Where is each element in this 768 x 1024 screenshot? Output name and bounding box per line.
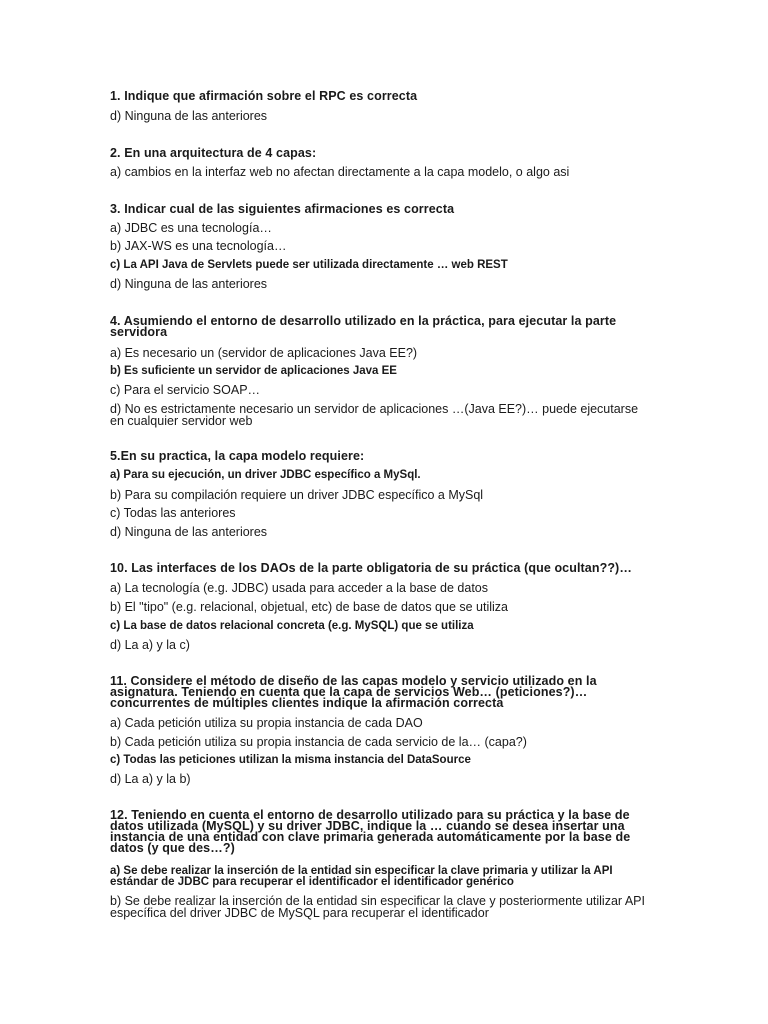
question-11-answer-b: b) Cada petición utiliza su propia instancia de cada servicio de la… (capa?) (110, 735, 527, 749)
question-4-answer-d: d) No es estrictamente necesario un servidor de aplicaciones …(Java EE?)… puede ejecutarse en cualquier servidor web (110, 402, 639, 428)
question-10-answer-b: b) El "tipo" (e.g. relacional, objetual, etc) de base de datos que se utiliza (110, 600, 508, 614)
question-4-answer-a: a) Es necesario un (servidor de aplicaciones Java EE?) (110, 346, 418, 360)
question-2-answer-a: a) cambios en la interfaz web no afectan directamente a la capa modelo, o algo asi (110, 165, 570, 179)
question-3-answer-a: a) JDBC es una tecnología… (110, 221, 272, 235)
question-5-answer-b: b) Para su compilación requiere un driver JDBC específico a MySql (110, 488, 484, 502)
question-5-answer-d: d) Ninguna de las anteriores (110, 525, 268, 539)
question-10-title: 10. Las interfaces de los DAOs de la parte obligatoria de su práctica (que ocultan??)… (110, 561, 632, 575)
question-10-answer-d: d) La a) y la c) (110, 638, 190, 652)
question-3-answer-d: d) Ninguna de las anteriores (110, 277, 268, 291)
question-5-title: 5.En su practica, la capa modelo requiere: (110, 449, 365, 463)
question-1-title: 1. Indique que afirmación sobre el RPC es correcta (110, 89, 418, 103)
question-3-answer-c: c) La API Java de Servlets puede ser utilizada directamente … web REST (110, 259, 508, 271)
question-5-answer-a: a) Para su ejecución, un driver JDBC específico a MySql. (110, 469, 421, 481)
question-4-answer-b: b) Es suficiente un servidor de aplicaciones Java EE (110, 365, 397, 377)
question-10-answer-a: a) La tecnología (e.g. JDBC) usada para acceder a la base de datos (110, 581, 489, 595)
question-12-title: 12. Teniendo en cuenta el entorno de desarrollo utilizado para su práctica y la base de datos utilizada (MySQL) y su driver JDBC, indique la … cuando se desea insertar una instancia de una entidad con clave primaria generada automáticamente por la base de datos (y que des…?) (110, 808, 631, 855)
question-11-answer-d: d) La a) y la b) (110, 772, 191, 786)
question-3-title: 3. Indicar cual de las siguientes afirmaciones es correcta (110, 202, 455, 216)
question-4-title: 4. Asumiendo el entorno de desarrollo utilizado en la práctica, para ejecutar la parte servidora (110, 314, 617, 339)
question-3-answer-b: b) JAX-WS es una tecnología… (110, 239, 287, 253)
question-11-answer-a: a) Cada petición utiliza su propia instancia de cada DAO (110, 716, 423, 730)
question-5-answer-c: c) Todas las anteriores (110, 506, 236, 520)
question-11-title: 11. Considere el método de diseño de las capas modelo y servicio utilizado en la asignatura. Teniendo en cuenta que la capa de servicios Web… (peticiones?)… concurrentes de múltiples clientes indique la afirmación correcta (110, 674, 597, 710)
question-1-answer-d: d) Ninguna de las anteriores (110, 109, 268, 123)
question-12-answer-a: a) Se debe realizar la inserción de la entidad sin especificar la clave primaria y utilizar la API estándar de JDBC para recuperar el identificador el identificador genérico (110, 865, 613, 888)
question-12-answer-b: b) Se debe realizar la inserción de la entidad sin especificar la clave y posteriormente utilizar API específica del driver JDBC de MySQL para recuperar el identificador (110, 894, 645, 920)
question-4-answer-c: c) Para el servicio SOAP… (110, 383, 261, 397)
question-10-answer-c: c) La base de datos relacional concreta (e.g. MySQL) que se utiliza (110, 620, 474, 632)
question-2-title: 2. En una arquitectura de 4 capas: (110, 146, 317, 160)
question-11-answer-c: c) Todas las peticiones utilizan la misma instancia del DataSource (110, 754, 471, 766)
